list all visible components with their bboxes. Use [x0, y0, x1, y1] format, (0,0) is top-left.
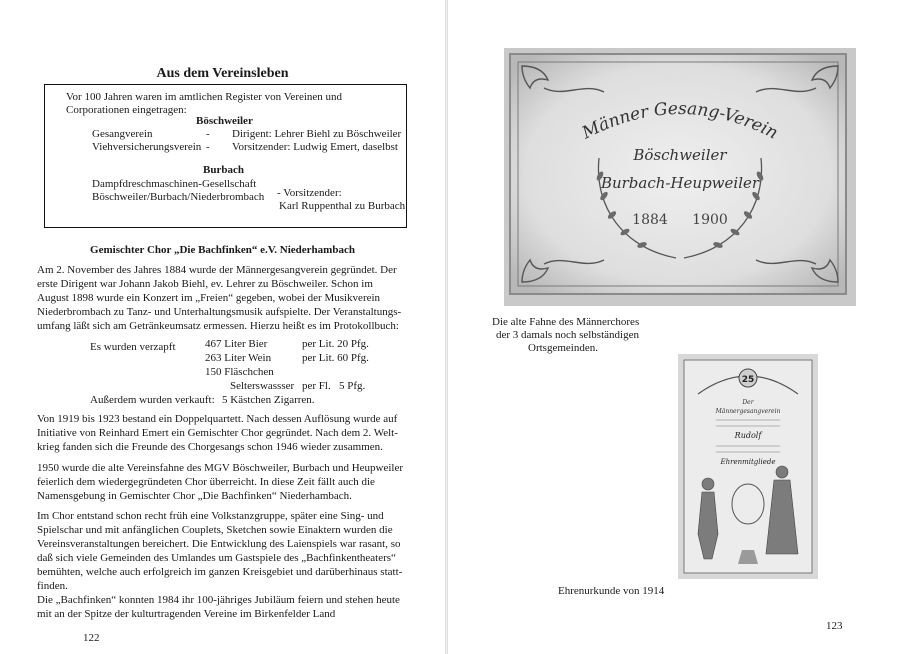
flag-caption-line: Die alte Fahne des Männerchores: [492, 316, 640, 328]
register-row-4-detail: - Vorsitzender:: [277, 187, 342, 199]
register-row-1-detail: Dirigent: Lehrer Biehl zu Böschweiler: [232, 128, 402, 140]
consumption-qty-1: 467 Liter Bier: [205, 338, 268, 350]
certificate-line-2: Männergesangverein: [715, 408, 781, 415]
consumption-price-4: per Fl. 5 Pfg.: [302, 380, 366, 392]
flag-mid-text-2: Burbach-Heupweiler: [600, 174, 760, 192]
paragraph-3-line: 1950 wurde die alte Vereinsfahne des MGV Böschweiler, Burbach und Heupweiler: [37, 462, 404, 474]
paragraph-4-line: Die „Bachfinken“ konnten 1984 ihr 100-jähriges Jubiläum feiern und stehen heute: [37, 594, 400, 606]
consumption-price-1: per Lit. 20 Pfg.: [302, 338, 369, 350]
register-row-2-name: Viehversicherungsverein: [92, 141, 202, 153]
register-row-4-name: Böschweiler/Burbach/Niederbrombach: [92, 191, 265, 203]
paragraph-4-line: finden.: [37, 580, 68, 592]
paragraph-3-line: feierlich dem wiedergegründeten Chor überreicht. In diese Zeit fällt auch die: [37, 476, 375, 488]
flag-photo: [504, 48, 856, 306]
paragraph-4-line: daß sich viele Gemeinden des Umlandes um Gastspiele des „Bachfinkentheaters“: [37, 552, 396, 564]
paragraph-1-line: Am 2. November des Jahres 1884 wurde der Männergesangverein gegründet. Der: [37, 264, 397, 276]
paragraph-1-line: umfang läßt sich am Getränkeumsatz ermessen. Hierzu heißt es im Protokollbuch:: [37, 320, 399, 332]
paragraph-4-line: Vereinsveranstaltungen bereichert. Die Entwicklung des Laienspiels war rasant, so: [37, 538, 401, 550]
paragraph-2: [37, 412, 417, 454]
flag-year-2: 1900: [692, 212, 728, 228]
certificate-line-3: Rudolf: [734, 431, 762, 440]
paragraph-1-line: August 1898 wurde ein Konzert im „Freien“ gegeben, wobei der Musikverein: [37, 292, 381, 304]
left-page: [0, 0, 445, 654]
register-intro-line-2: Corporationen eingetragen:: [66, 104, 187, 116]
register-row-2-dash: -: [206, 141, 210, 153]
paragraph-1-line: erste Dirigent war Johann Jakob Biehl, ev. Lehrer zu Böschweiler. Schon im: [37, 278, 373, 290]
right-page: [448, 0, 900, 654]
flag-caption-line: der 3 damals noch selbständigen: [496, 329, 639, 341]
paragraph-2-line: Von 1919 bis 1923 bestand ein Doppelquartett. Nach dessen Auflösung wurde auf: [37, 413, 398, 425]
flag-caption: [492, 316, 639, 355]
register-row-2-detail: Vorsitzender: Ludwig Emert, daselbst: [232, 141, 398, 153]
certificate-caption: Ehrenurkunde von 1914: [558, 585, 665, 597]
paragraph-2-line: Initiative von Reinhard Emert ein Gemischter Chor gegründet. Nach dem 2. Welt-: [37, 427, 398, 439]
certificate-badge: 25: [741, 375, 755, 385]
consumption-qty-3: 150 Fläschchen: [205, 366, 274, 378]
place-boeschweiler: Böschweiler: [196, 115, 253, 127]
register-row-4-detail-2: Karl Ruppenthal zu Burbach: [279, 200, 406, 212]
certificate-photo: [678, 354, 818, 579]
certificate-line-1: Der: [742, 399, 754, 406]
page-number-left: 122: [83, 632, 100, 644]
place-burbach: Burbach: [203, 164, 244, 176]
consumption-extra-value: 5 Kästchen Zigarren.: [222, 394, 315, 406]
flag-year-1: 1884: [632, 212, 668, 228]
flag-illustration: [504, 48, 856, 306]
paragraph-4-line: bemühten, welche auch erfolgreich im ganzen Kreisgebiet und darüberhinaus statt-: [37, 566, 403, 578]
register-row-3-name: Dampfdreschmaschinen-Gesellschaft: [92, 178, 257, 190]
paragraph-1-line: Niederbrombach zu Tanz- und Unterhaltungsmusik aufspielte. Der Veranstaltungs-: [37, 306, 402, 318]
consumption-label: Es wurden verzapft: [90, 341, 176, 353]
section-heading: Aus dem Vereinsleben: [156, 66, 289, 81]
paragraph-1: [37, 263, 417, 333]
register-row-1-dash: -: [206, 128, 210, 140]
consumption-qty-2: 263 Liter Wein: [205, 352, 272, 364]
register-intro-line-1: Vor 100 Jahren waren im amtlichen Register von Vereinen und: [66, 91, 343, 103]
paragraph-4: [37, 509, 417, 621]
consumption-price-2: per Lit. 60 Pfg.: [302, 352, 369, 364]
choir-heading: Gemischter Chor „Die Bachfinken“ e.V. Niederhambach: [90, 244, 355, 256]
certificate-illustration: [678, 354, 818, 579]
page-number-right: 123: [826, 620, 843, 632]
paragraph-2-line: krieg fanden sich die Freunde des Chorgesangs schon 1946 wieder zusammen.: [37, 441, 383, 453]
flag-caption-line: Ortsgemeinden.: [528, 342, 598, 354]
paragraph-3-line: Namensgebung in Gemischter Chor „Die Bachfinken“ Niederhambach.: [37, 490, 352, 502]
flag-top-text: Männer Gesang-Verein: [579, 98, 782, 144]
consumption-extra-label: Außerdem wurden verkauft:: [90, 394, 215, 406]
register-row-1-name: Gesangverein: [92, 128, 153, 140]
paragraph-3: [37, 461, 417, 503]
paragraph-4-line: mit an der Spitze der kulturtragenden Vereine im Birkenfelder Land: [37, 608, 336, 620]
paragraph-4-line: Im Chor entstand schon recht früh eine Volkstanzgruppe, später eine Sing- und: [37, 510, 384, 522]
flag-mid-text-1: Böschweiler: [633, 146, 727, 164]
certificate-line-4: Ehrenmitgliede: [720, 458, 776, 466]
consumption-qty-4: Selterswassser: [230, 380, 295, 392]
paragraph-4-line: Spielschar und mit anfänglichen Couplets, Sketchen sowie Einaktern wurden die: [37, 524, 393, 536]
